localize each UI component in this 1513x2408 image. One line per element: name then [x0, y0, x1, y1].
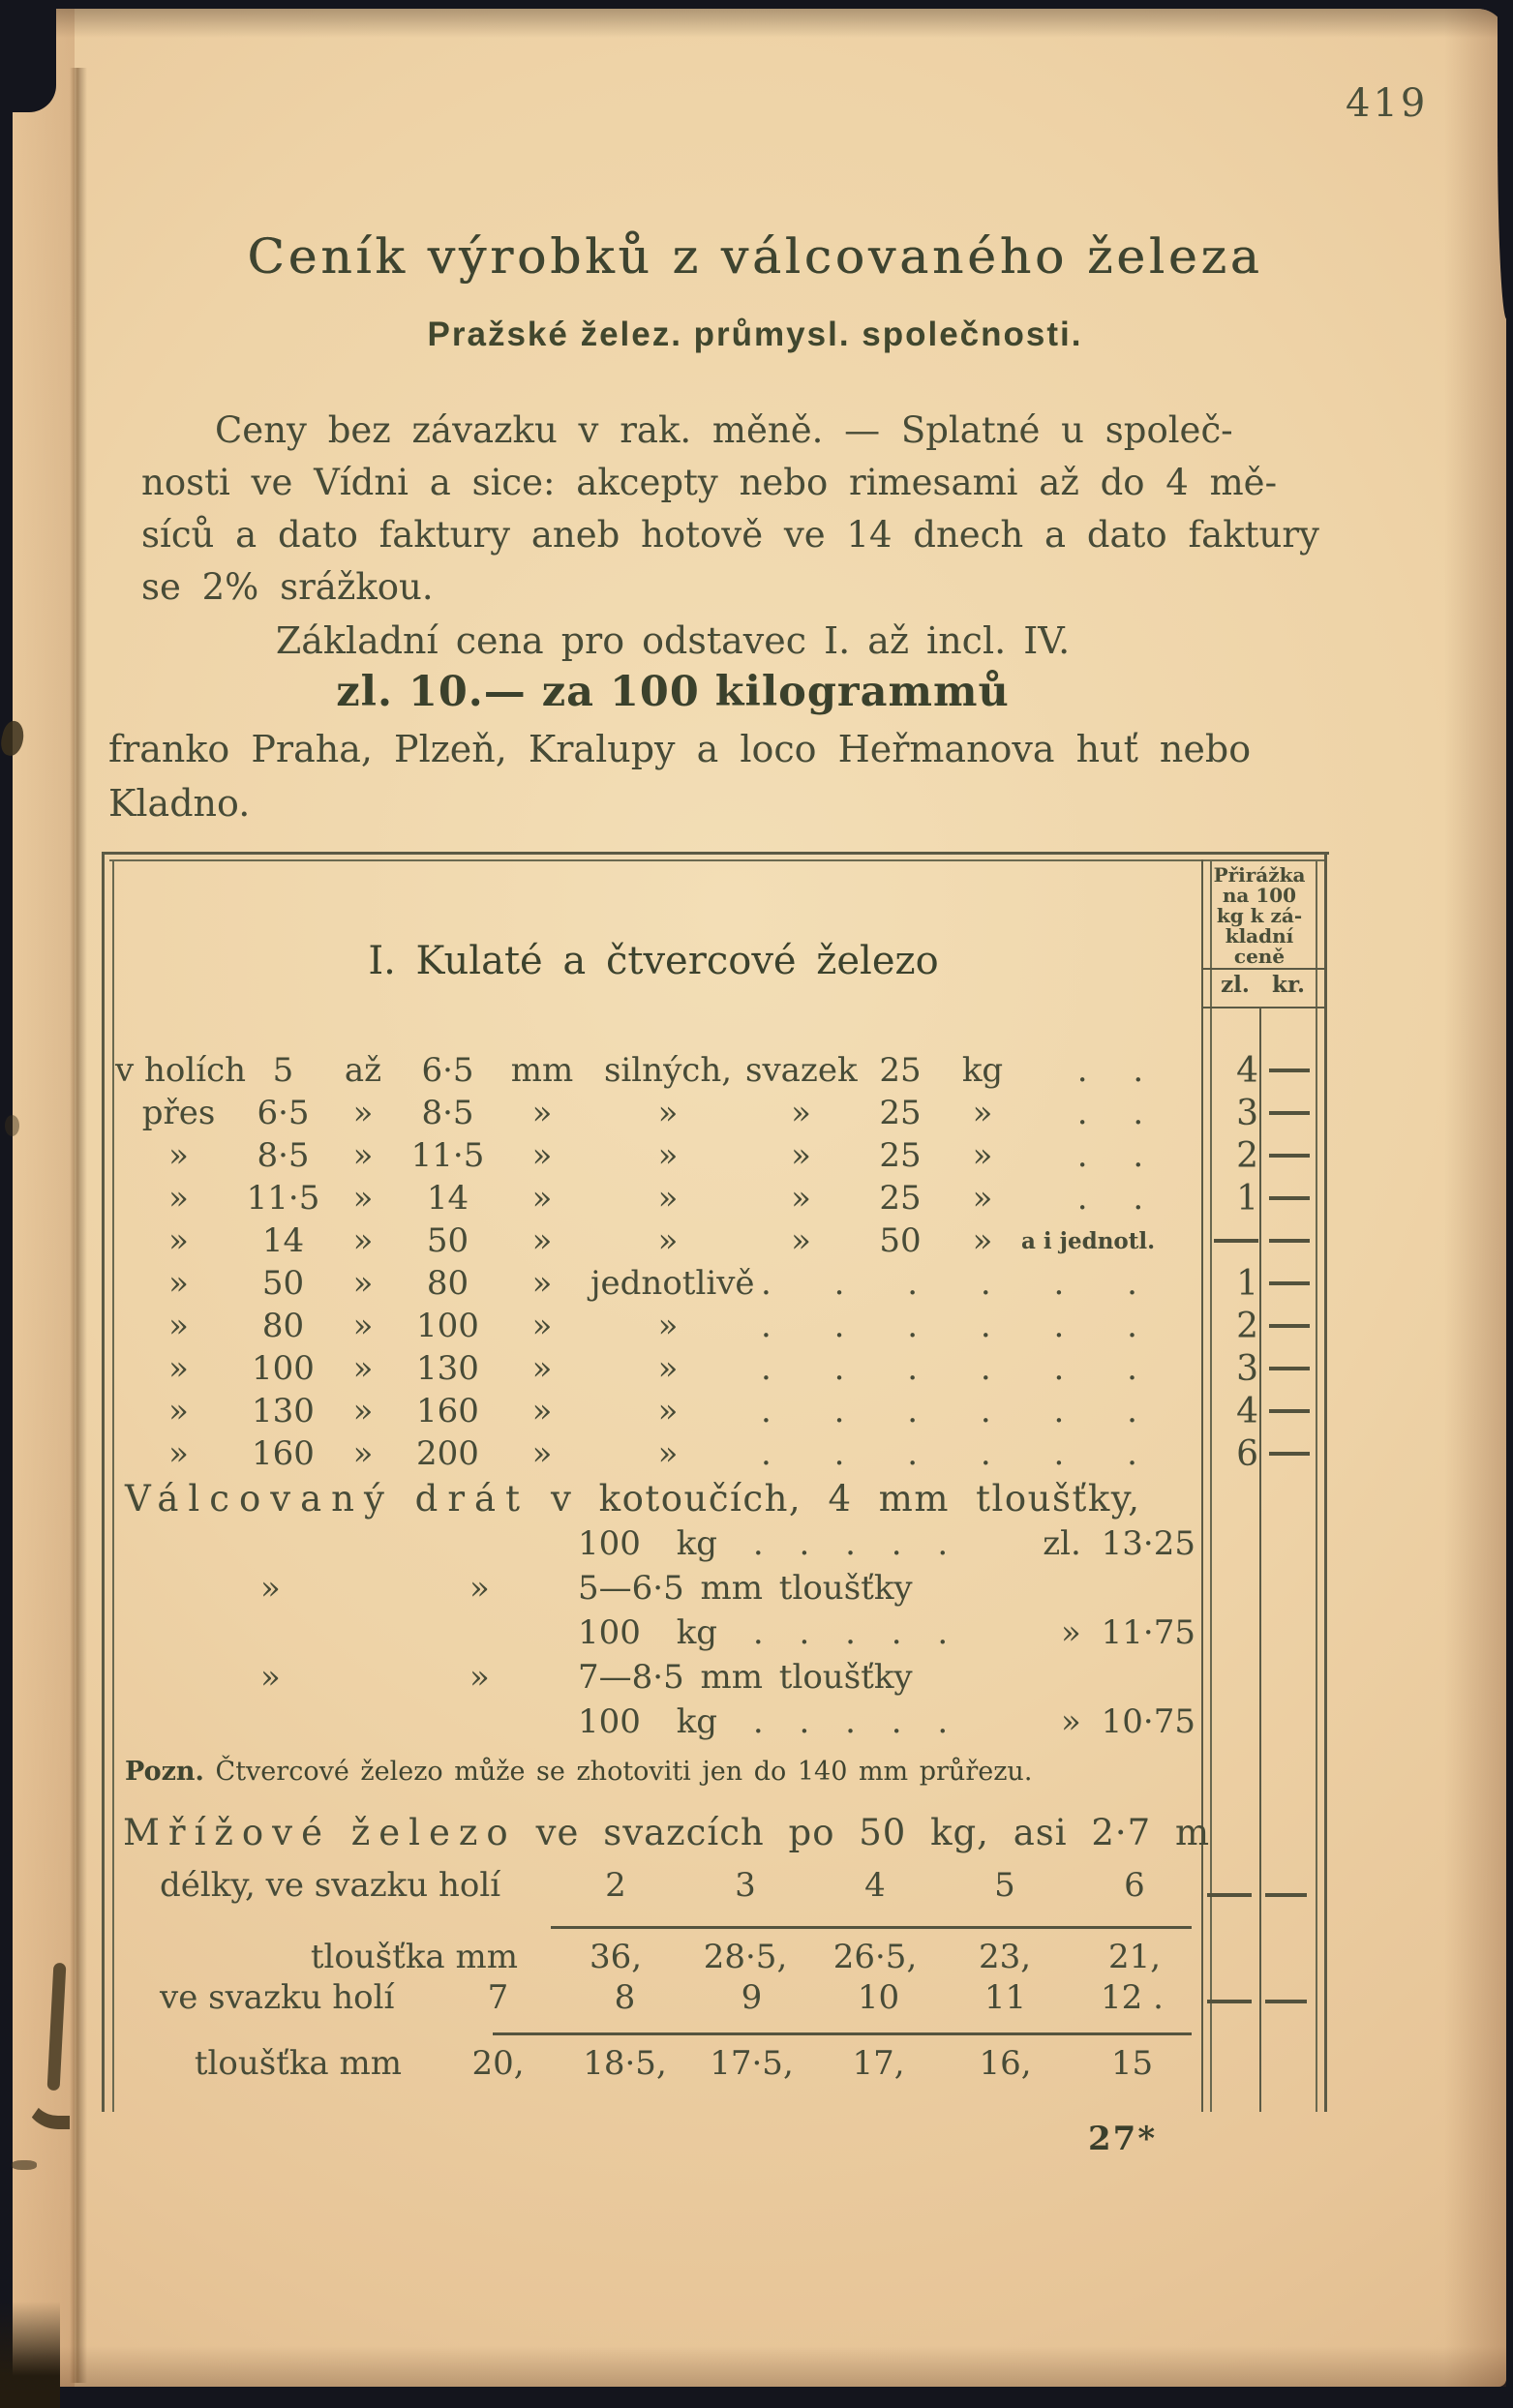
table-cell: » — [352, 1179, 374, 1218]
wire-price-left: 100 kg . . . . . — [578, 1524, 949, 1563]
table-cell: 130 — [252, 1392, 315, 1430]
price-rows — [1213, 1049, 1316, 1475]
table-cell: » — [352, 1264, 374, 1303]
table-border — [1316, 859, 1317, 2112]
price-cell-zl: 1 — [1236, 1178, 1259, 1219]
price-cell-zl: 4 — [1236, 1391, 1259, 1431]
kr-dash — [1265, 2000, 1307, 2003]
table-cell: » — [352, 1434, 374, 1473]
thickness-value: 18·5, — [583, 2044, 667, 2083]
lattice-row-label: tloušťka mm — [310, 1938, 518, 1976]
stick-count: 4 — [864, 1866, 886, 1905]
table-cell: mm — [510, 1051, 574, 1090]
price-cell-kr — [1262, 1154, 1316, 1158]
franko-line: Kladno. — [108, 782, 251, 825]
price-header-line: kg k zá- — [1216, 904, 1303, 927]
price-cell-kr — [1262, 1239, 1316, 1243]
price-cell-zl: 3 — [1236, 1093, 1259, 1133]
table-cell: » — [168, 1179, 189, 1218]
table-cell: až — [344, 1051, 382, 1090]
table-cell: » — [352, 1136, 374, 1175]
price-cell-kr — [1262, 1111, 1316, 1115]
thickness-value: 23, — [978, 1938, 1032, 1976]
table-cell: v holích — [115, 1051, 247, 1090]
section-title: I. Kulaté a čtvercové železo — [368, 939, 939, 983]
table-cell: » — [168, 1264, 189, 1303]
table-cell: » — [352, 1094, 374, 1132]
wire-price-left: 100 kg . . . . . — [578, 1702, 949, 1741]
column-label-zl: zl. — [1221, 972, 1250, 998]
price-cell-kr — [1262, 1367, 1316, 1370]
price-header-rule — [1201, 1007, 1327, 1008]
page-subtitle: Pražské želez. průmysl. společnosti. — [427, 316, 1083, 353]
ink-blot — [5, 1115, 19, 1136]
table-row — [115, 1390, 1199, 1432]
price-header-line: na 100 — [1222, 884, 1297, 907]
price-row — [1213, 1177, 1316, 1219]
price-cell-zl: 2 — [1236, 1135, 1259, 1176]
wire-head-rest: v kotoučích, 4 mm tloušťky, — [550, 1478, 1141, 1520]
price-cell-zl: 3 — [1236, 1348, 1259, 1389]
wire-price-left: 100 kg . . . . . — [578, 1613, 949, 1652]
table-cell: » — [352, 1349, 374, 1388]
table-cell: » — [657, 1136, 679, 1175]
table-divider — [1210, 859, 1212, 2112]
table-cell: . . . . . . — [761, 1392, 1137, 1430]
table-cell: » — [657, 1392, 679, 1430]
table-cell: svazek — [745, 1051, 858, 1090]
table-cell: » — [657, 1221, 679, 1260]
table-cell: 25 — [879, 1136, 922, 1175]
intro-line: síců a dato faktury aneb hotově ve 14 dnech a dato faktury — [141, 514, 1319, 556]
table-note — [115, 1750, 1209, 1794]
lattice-head-line — [115, 1808, 1211, 1858]
price-cell-kr — [1262, 1324, 1316, 1328]
wire-size-text: 5—6·5 mm tloušťky — [578, 1569, 913, 1608]
price-header-line: kladní — [1225, 924, 1294, 948]
zl-dash — [1207, 2000, 1252, 2003]
table-cell: » — [657, 1434, 679, 1473]
table-row — [115, 1049, 1199, 1092]
stick-count: 8 — [614, 1978, 636, 2017]
table-cell: 14 — [261, 1221, 305, 1260]
table-cell: » — [972, 1136, 993, 1175]
table-cell: » — [791, 1094, 811, 1132]
scan-edge-dark — [1498, 0, 1513, 319]
price-cell-kr — [1262, 1196, 1316, 1200]
table-cell: » — [531, 1307, 553, 1345]
table-cell: » — [168, 1136, 189, 1175]
page-top-shade — [13, 9, 1506, 38]
stick-count: 11 — [983, 1978, 1027, 2017]
stick-count: 6 — [1124, 1866, 1145, 1905]
intro-line: se 2% srážkou. — [141, 566, 434, 608]
price-cell-zl: 6 — [1236, 1433, 1259, 1474]
table-cell: 6·5 — [421, 1051, 474, 1090]
wire-size-text: 7—8·5 mm tloušťky — [578, 1658, 913, 1697]
intro-line: Ceny bez závazku v rak. měně. — Splatné u společ- — [215, 409, 1233, 451]
lattice-row-label: délky, ve svazku holí — [160, 1866, 501, 1905]
table-cell: » — [791, 1179, 811, 1218]
table-row — [115, 1305, 1199, 1347]
table-cell: 160 — [252, 1434, 315, 1473]
price-table — [102, 852, 1329, 2112]
wire-section — [115, 1477, 1199, 1744]
table-cell: » — [168, 1349, 189, 1388]
table-cell: 50 — [261, 1264, 305, 1303]
table-cell: . . — [1076, 1136, 1144, 1175]
lattice-head-spaced: Mřížové železo — [123, 1812, 517, 1853]
price-row — [1213, 1390, 1316, 1432]
price-dash-row — [1207, 2000, 1307, 2003]
price-row — [1213, 1305, 1316, 1347]
stick-count: 9 — [741, 1978, 763, 2017]
price-row — [1213, 1219, 1316, 1262]
table-cell: » — [168, 1221, 189, 1260]
page-crease — [70, 68, 87, 2383]
price-header-line: ceně — [1233, 945, 1286, 968]
thickness-value: 26·5, — [832, 1938, 918, 1976]
thickness-value: 21, — [1107, 1938, 1162, 1976]
wire-ditto-line — [115, 1566, 1199, 1610]
wire-head-spaced: Válcovaný drát — [125, 1478, 530, 1520]
main-rows — [115, 1049, 1199, 1475]
stick-count: 5 — [994, 1866, 1015, 1905]
page-right-shade — [1444, 9, 1506, 2387]
lattice-row-sticks — [115, 1972, 1199, 2023]
table-cell: » — [531, 1136, 553, 1175]
table-cell: » — [352, 1221, 374, 1260]
table-row — [115, 1347, 1199, 1390]
price-cell-kr — [1262, 1281, 1316, 1285]
table-row — [115, 1134, 1199, 1177]
ditto-mark: » — [260, 1658, 281, 1697]
table-cell: 130 — [416, 1349, 479, 1388]
price-header-line: Přirážka — [1213, 863, 1306, 887]
price-row — [1213, 1092, 1316, 1134]
table-cell: 11·5 — [410, 1136, 485, 1175]
lattice-row-thickness — [115, 2038, 1199, 2089]
table-border — [109, 859, 1324, 861]
franko-paragraph — [108, 722, 1347, 830]
table-cell: » — [168, 1307, 189, 1345]
table-cell: 25 — [879, 1051, 922, 1090]
table-row — [115, 1432, 1199, 1475]
table-cell: a i jednotl. — [1021, 1227, 1156, 1254]
thickness-value: 17·5, — [710, 2044, 794, 2083]
lattice-row-label: tloušťka mm — [194, 2044, 402, 2083]
stick-count: 12 . — [1101, 1978, 1164, 2017]
stick-count: 3 — [735, 1866, 756, 1905]
table-cell: » — [657, 1094, 679, 1132]
price-dash-row — [1207, 1893, 1307, 1897]
ditto-mark: » — [469, 1658, 490, 1697]
base-price-line: Základní cena pro odstavec I. až incl. IV. — [275, 619, 1071, 662]
table-cell: . . — [1076, 1051, 1144, 1090]
price-row — [1213, 1049, 1316, 1092]
table-cell: 8·5 — [421, 1094, 474, 1132]
wire-ditto-line — [115, 1655, 1199, 1700]
lattice-rule — [551, 1926, 1192, 1929]
price-cell-kr — [1262, 1409, 1316, 1413]
table-cell: » — [531, 1264, 553, 1303]
thickness-value: 17, — [852, 2044, 905, 2083]
price-column-header — [1203, 865, 1316, 967]
price-cell-zl — [1213, 1239, 1262, 1243]
table-cell: 5 — [272, 1051, 294, 1090]
table-border — [102, 852, 1329, 855]
thickness-value: 16, — [979, 2044, 1032, 2083]
table-row — [115, 1262, 1199, 1305]
note-text: Čtvercové železo může se zhotoviti jen do 140 mm průřezu. — [215, 1757, 1033, 1787]
wire-price-value: » 10·75 — [1061, 1702, 1195, 1741]
stick-count: 2 — [605, 1866, 626, 1905]
table-cell: 25 — [879, 1179, 922, 1218]
table-cell: 25 — [879, 1094, 922, 1132]
kr-dash — [1265, 1893, 1307, 1897]
table-cell: 100 — [252, 1349, 315, 1388]
column-label-kr: kr. — [1272, 972, 1305, 998]
table-cell: . . . . . . — [761, 1349, 1137, 1388]
wire-price-value: » 11·75 — [1061, 1613, 1195, 1652]
lattice-row-sticks — [115, 1860, 1199, 1911]
table-cell: » — [352, 1392, 374, 1430]
price-cell-zl: 2 — [1236, 1306, 1259, 1346]
table-cell: . . . . . . — [761, 1307, 1137, 1345]
page-gutter-shade — [13, 9, 75, 2387]
lattice-row-label: ve svazku holí — [160, 1978, 395, 2017]
table-cell: 50 — [426, 1221, 469, 1260]
thickness-value: 15 — [1110, 2044, 1154, 2083]
table-cell: 200 — [416, 1434, 479, 1473]
price-line: zl. 10.— za 100 kilogrammů — [336, 668, 1010, 716]
table-cell: » — [531, 1094, 553, 1132]
table-cell: » — [791, 1136, 811, 1175]
stick-count: 7 — [487, 1978, 509, 2017]
table-cell: . . — [1076, 1179, 1144, 1218]
scan-corner-dark — [0, 0, 56, 112]
lattice-rule — [493, 2032, 1192, 2035]
table-cell: » — [168, 1434, 189, 1473]
table-cell: 50 — [879, 1221, 922, 1260]
table-cell: kg — [961, 1051, 1004, 1090]
table-cell: 14 — [426, 1179, 469, 1218]
table-cell: » — [657, 1307, 679, 1345]
table-row — [115, 1219, 1199, 1262]
table-cell: přes — [141, 1094, 216, 1132]
thickness-value: 20, — [471, 2044, 525, 2083]
scan-corner-dark-bottom — [0, 2302, 60, 2408]
table-divider — [1201, 859, 1203, 2112]
ink-blot — [12, 2160, 37, 2170]
wire-price-line — [115, 1700, 1199, 1744]
table-cell: jednotlivě — [590, 1264, 755, 1303]
table-border — [112, 859, 114, 2112]
price-row — [1213, 1262, 1316, 1305]
signature-mark: 27* — [1088, 2120, 1158, 2158]
table-cell: . . . . . . — [761, 1434, 1137, 1473]
table-cell: . . . . . . — [761, 1264, 1137, 1303]
intro-line: nosti ve Vídni a sice: akcepty nebo rimesami až do 4 mě- — [141, 462, 1278, 503]
thickness-value: 28·5, — [703, 1938, 788, 1976]
intro-paragraph — [141, 405, 1334, 614]
table-cell: » — [531, 1434, 553, 1473]
price-row — [1213, 1432, 1316, 1475]
table-cell: » — [791, 1221, 811, 1260]
table-cell: » — [657, 1179, 679, 1218]
table-cell: 6·5 — [257, 1094, 310, 1132]
price-cell-kr — [1262, 1069, 1316, 1072]
price-row — [1213, 1134, 1316, 1177]
price-header-rule — [1201, 968, 1327, 970]
table-border — [102, 852, 105, 2112]
page-number: 419 — [1346, 81, 1429, 126]
table-cell: 11·5 — [246, 1179, 320, 1218]
table-cell: » — [531, 1221, 553, 1260]
table-row — [115, 1092, 1199, 1134]
price-row — [1213, 1347, 1316, 1390]
zl-dash — [1207, 1893, 1252, 1897]
table-cell: 80 — [426, 1264, 469, 1303]
table-cell: 100 — [416, 1307, 479, 1345]
note-label: Pozn. — [125, 1757, 204, 1787]
table-cell: » — [168, 1392, 189, 1430]
table-cell: » — [531, 1179, 553, 1218]
table-border — [1324, 852, 1327, 2112]
table-cell: silných, — [603, 1051, 733, 1090]
price-cell-zl: 1 — [1236, 1263, 1259, 1304]
table-cell: » — [972, 1179, 993, 1218]
table-cell: » — [972, 1221, 993, 1260]
table-row — [115, 1177, 1199, 1219]
ditto-mark: » — [469, 1569, 490, 1608]
table-cell: 160 — [416, 1392, 479, 1430]
lattice-head-rest: ve svazcích po 50 kg, asi 2·7 m — [535, 1812, 1211, 1853]
wire-price-line — [115, 1521, 1199, 1566]
wire-price-line — [115, 1610, 1199, 1655]
table-cell: » — [657, 1349, 679, 1388]
table-cell: 8·5 — [257, 1136, 310, 1175]
wire-price-value: zl. 13·25 — [1043, 1524, 1195, 1563]
table-cell: » — [972, 1094, 993, 1132]
page-title: Ceník výrobků z válcovaného železa — [247, 228, 1263, 285]
table-cell: 80 — [261, 1307, 305, 1345]
price-cell-kr — [1262, 1452, 1316, 1456]
table-cell: » — [531, 1392, 553, 1430]
stick-count: 10 — [857, 1978, 900, 2017]
table-cell: » — [352, 1307, 374, 1345]
table-cell: » — [531, 1349, 553, 1388]
wire-head-line — [115, 1477, 1199, 1521]
table-cell: . . — [1076, 1094, 1144, 1132]
ditto-mark: » — [260, 1569, 281, 1608]
thickness-value: 36, — [589, 1938, 643, 1976]
franko-line: franko Praha, Plzeň, Kralupy a loco Heřmanova huť nebo — [108, 728, 1252, 770]
page-bottom-shade — [13, 2346, 1506, 2387]
price-cell-zl: 4 — [1236, 1050, 1259, 1091]
